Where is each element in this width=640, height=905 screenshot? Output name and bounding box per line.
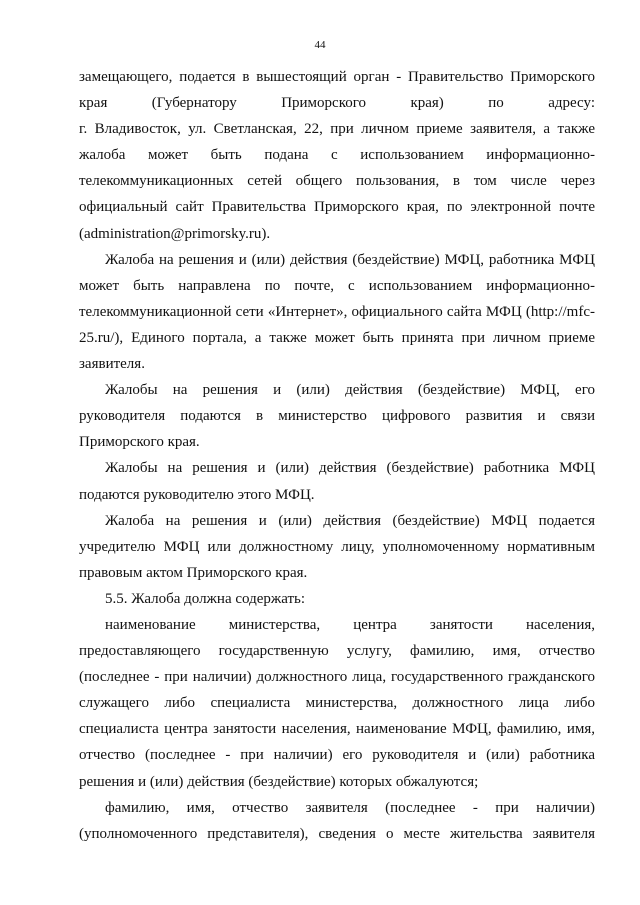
text-line: подаются руководителю этого МФЦ. [79,486,315,503]
text-line: учредителю МФЦ или должностному лицу, уполномоченному нормативным [79,538,595,555]
document-body [79,64,595,847]
text-line: телекоммуникационных сетей общего пользования, в том числе через [79,173,595,190]
text-line: специалиста центра занятости населения, наименование МФЦ, фамилию, имя, [79,721,595,738]
text-line: фамилию, имя, отчество заявителя (последнее - при наличии) [105,799,595,816]
text-line: края (Губернатору Приморского края) по адресу: [79,95,595,112]
text-line: г. Владивосток, ул. Светланская, 22, при личном приеме заявителя, а также [79,121,595,138]
text-line: жалоба может быть подана с использованием информационно- [79,147,595,164]
text-line: замещающего, подается в вышестоящий орган - Правительство Приморского [79,69,595,85]
text-line: решения и (или) действия (бездействие) которых обжалуются; [79,773,479,790]
text-line: Жалобы на решения и (или) действия (бездействие) МФЦ, его [105,382,595,399]
text-line: руководителя подаются в министерство цифрового развития и связи [79,408,595,425]
text-line: отчество (последнее - при наличии) его руководителя и (или) работника [79,747,595,764]
text-line: 25.ru/), Единого портала, а также может быть принята при личном приеме [79,329,595,346]
text-line: (последнее - при наличии) должностного лица, государственного гражданского [79,669,595,686]
page-number: 44 [314,39,326,51]
text-line: предоставляющего государственную услугу, фамилию, имя, отчество [79,643,595,660]
text-line: Жалоба на решения и (или) действия (бездействие) МФЦ, работника МФЦ [105,251,595,268]
text-line: 5.5. Жалоба должна содержать: [105,590,306,607]
text-line: служащего либо специалиста министерства, должностного лица либо [79,695,595,712]
text-line: (administration@primorsky.ru). [79,225,271,242]
text-line: заявителя. [79,356,145,373]
text-line: официальный сайт Правительства Приморского края, по электронной почте [79,199,595,216]
text-line: телекоммуникационной сети «Интернет», официального сайта МФЦ (http://mfc- [79,303,595,320]
text-line: правовым актом Приморского края. [79,564,308,581]
text-line: наименование министерства, центра занятости населения, [105,616,595,633]
text-line: Приморского края. [79,434,200,451]
text-line: Жалобы на решения и (или) действия (бездействие) работника МФЦ [105,460,595,477]
text-line: Жалоба на решения и (или) действия (бездействие) МФЦ подается [105,512,595,529]
text-line: (уполномоченного представителя), сведения о месте жительства заявителя [79,825,595,842]
text-line: может быть направлена по почте, с использованием информационно- [79,277,595,294]
